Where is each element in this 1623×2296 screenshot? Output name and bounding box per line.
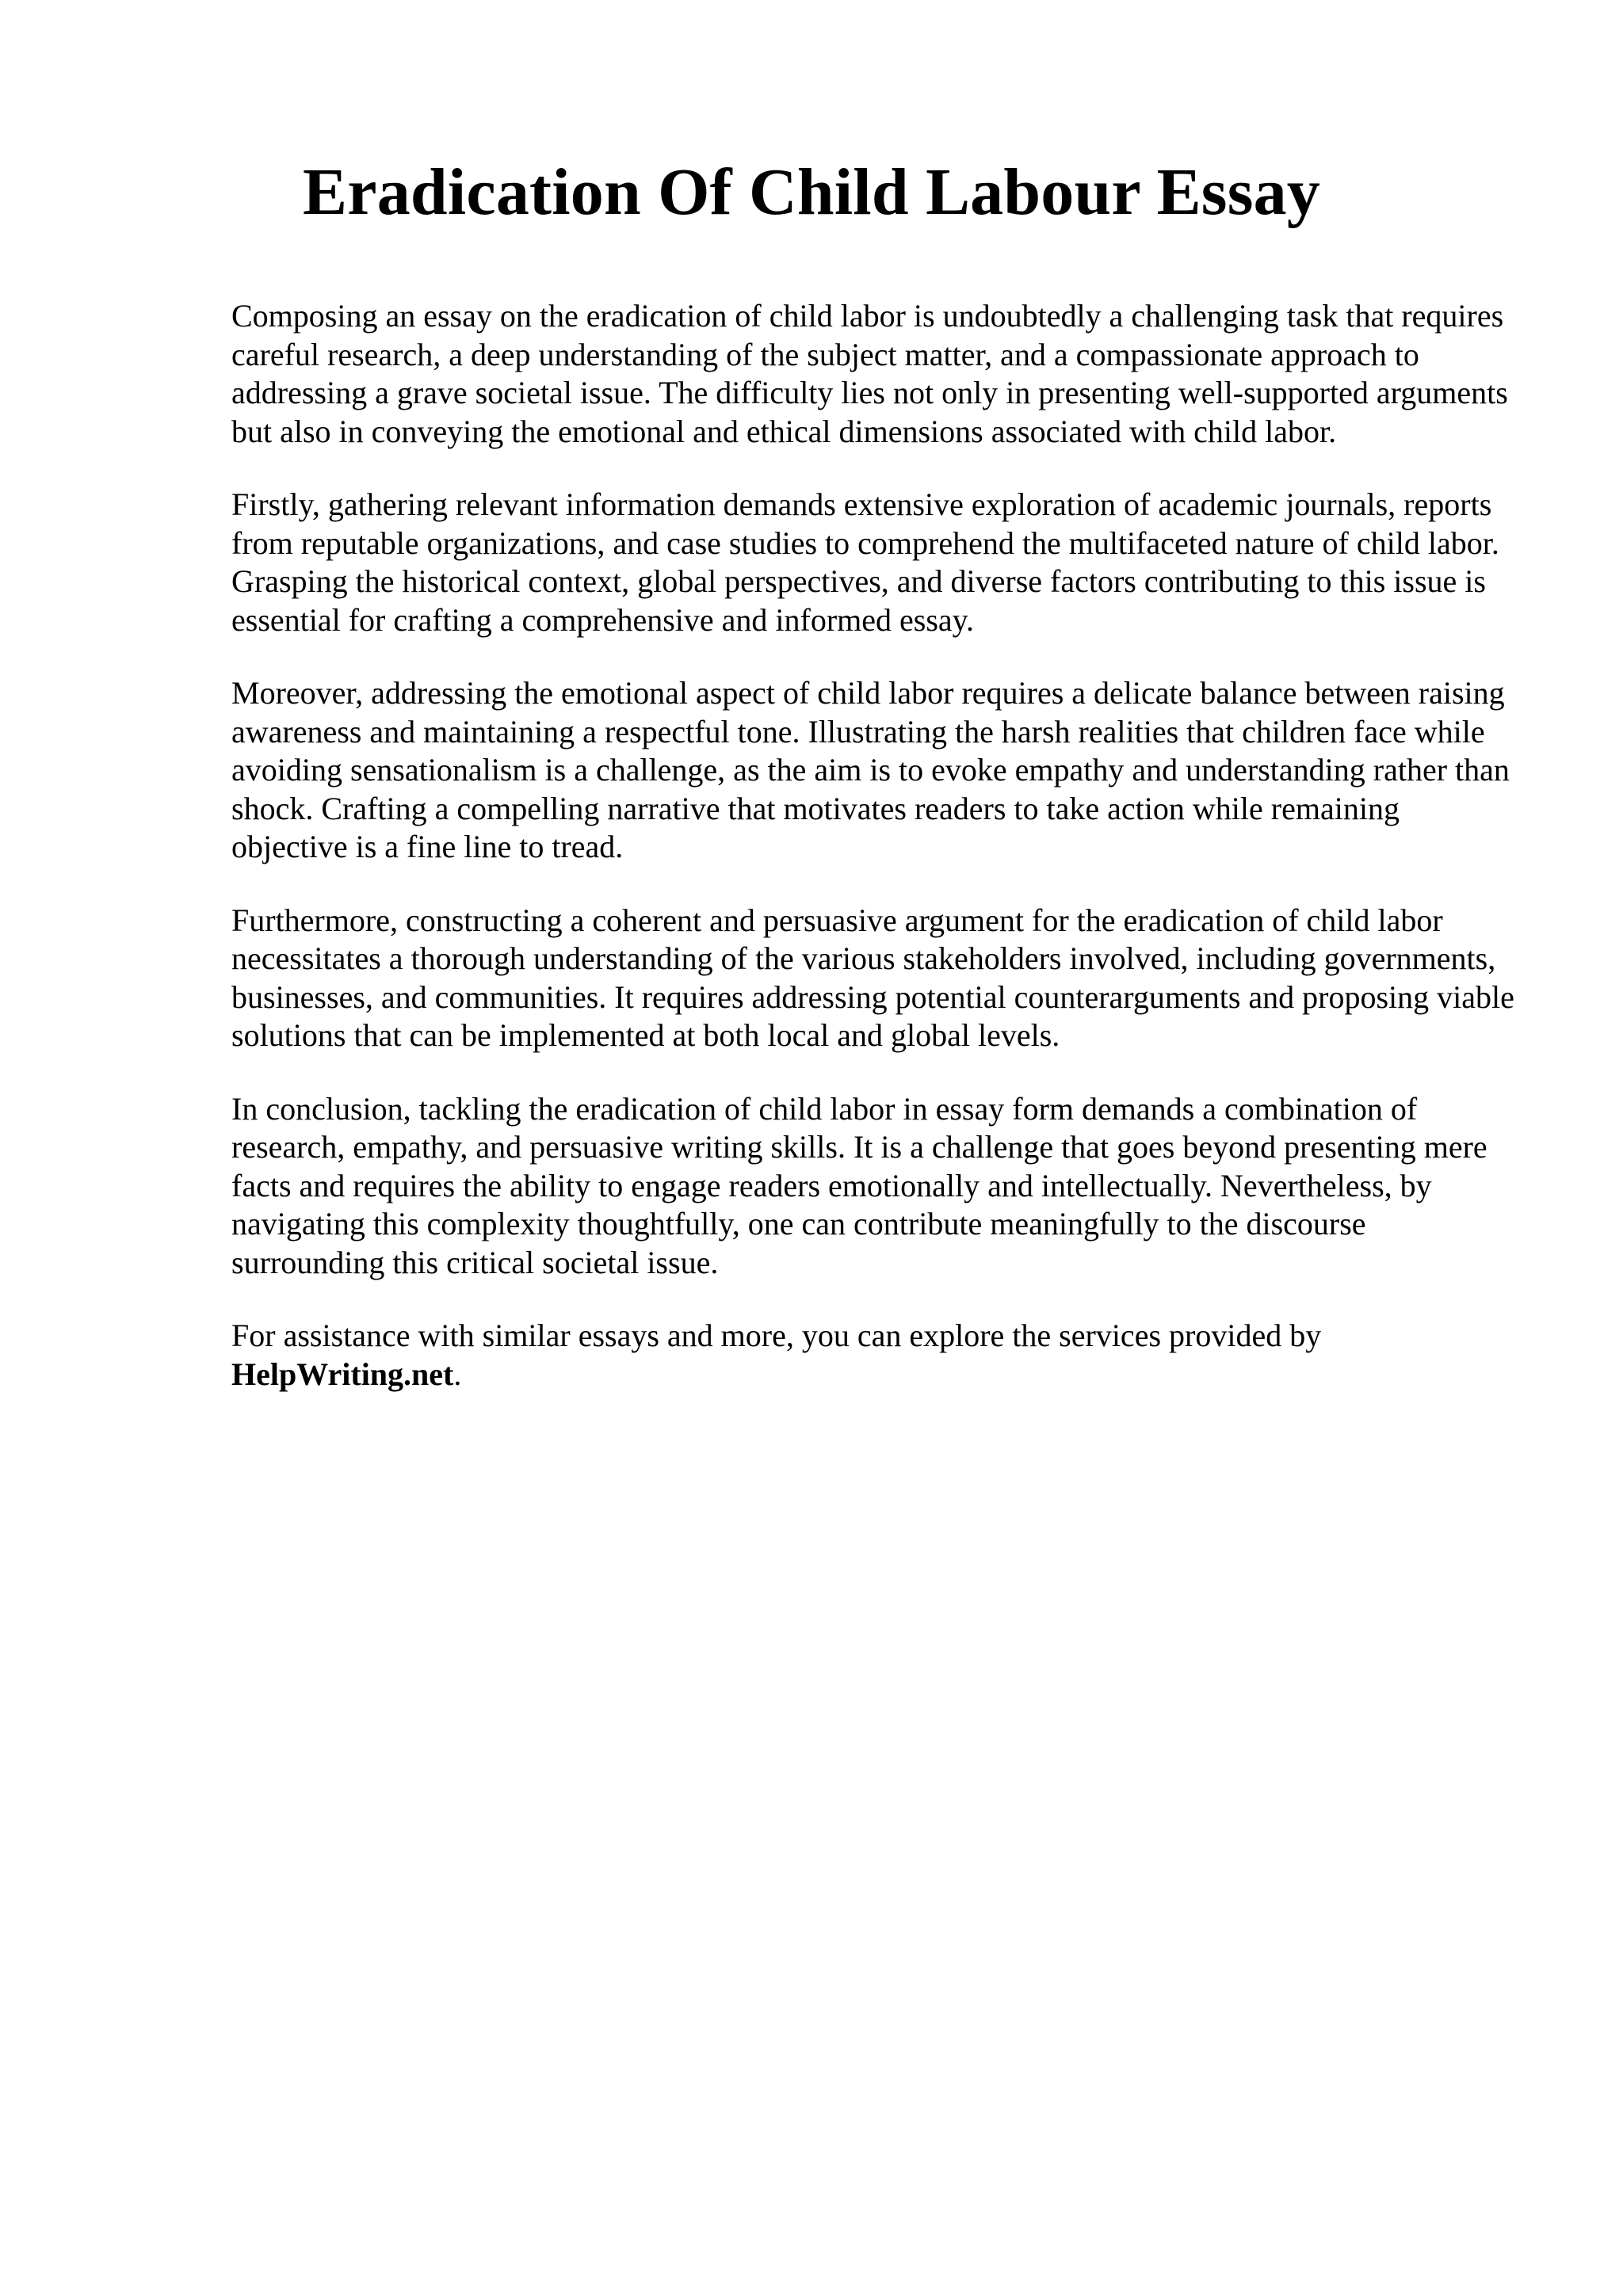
closing-period: . [453,1356,462,1392]
closing-paragraph [231,1317,1515,1394]
paragraph-1: Composing an essay on the eradication of child labor is undoubtedly a challenging task that requires careful research, a deep understanding of the subject matter, and a compassionate approach to addressing a grave societal issue. The difficulty lies not only in presenting well-supported arguments but also in conveying the emotional and ethical dimensions associated with child labor. [231,298,1508,449]
paragraph-2: Firstly, gathering relevant information demands extensive exploration of academic journals, reports from reputable organizations, and case studies to comprehend the multifaceted nature of child labor. Grasping the historical context, global perspectives, and diverse factors contributing to this issue is essential for crafting a comprehensive and informed essay. [231,486,1499,638]
essay-body [231,297,1515,1394]
page-title: Eradication Of Child Labour Essay [303,155,1320,229]
helpwriting-link[interactable]: HelpWriting.net [231,1356,454,1392]
closing-text: For assistance with similar essays and more, you can explore the services provided by [231,1318,1322,1353]
paragraph-4: Furthermore, constructing a coherent and persuasive argument for the eradication of child labor necessitates a thorough understanding of the various stakeholders involved, including governments, businesses, and communities. It requires addressing potential counterarguments and proposing viable solutions that can be implemented at both local and global levels. [231,902,1514,1053]
paragraph-3: Moreover, addressing the emotional aspect of child labor requires a delicate balance between raising awareness and maintaining a respectful tone. Illustrating the harsh realities that children face while avoiding sensationalism is a challenge, as the aim is to evoke empathy and understanding rather than shock. Crafting a compelling narrative that motivates readers to take action while remaining objective is a fine line to tread. [231,675,1510,864]
paragraph-5: In conclusion, tackling the eradication of child labor in essay form demands a combination of research, empathy, and persuasive writing skills. It is a challenge that goes beyond presenting mere facts and requires the ability to engage readers emotionally and intellectually. Nevertheless, by navigating this complexity thoughtfully, one can contribute meaningfully to the discourse surrounding this critical societal issue. [231,1090,1487,1280]
